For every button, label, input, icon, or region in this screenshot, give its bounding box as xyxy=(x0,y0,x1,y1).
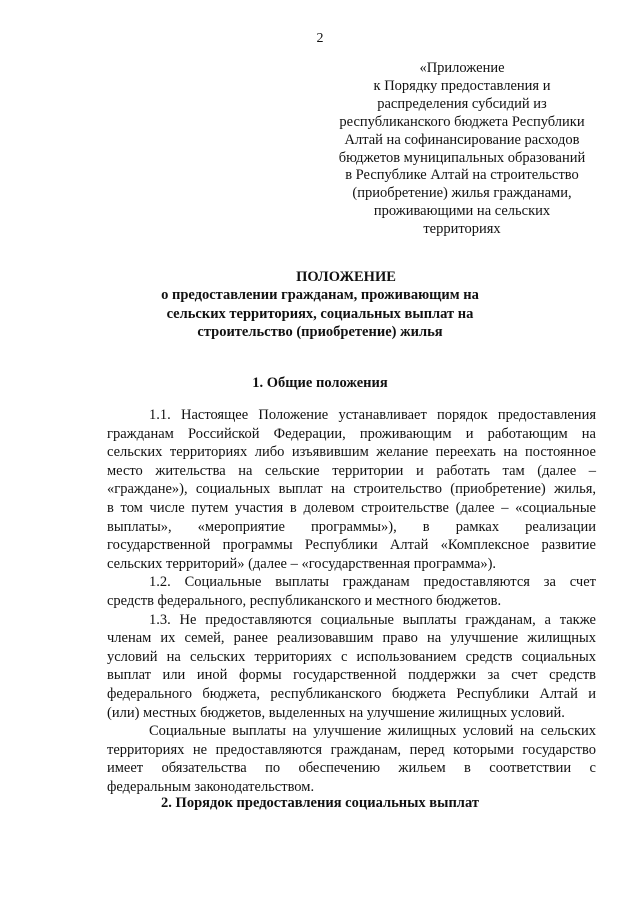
section-heading-general: 1. Общие положения xyxy=(252,375,388,391)
title-subtitle-line: строительство (приобретение) жилья xyxy=(197,324,443,340)
section-body-general xyxy=(107,406,596,796)
paragraph-1-2 xyxy=(107,573,596,610)
text-line: 1.2. Социальные выплаты гражданам предоставляются за счет xyxy=(149,574,596,591)
text-line: 1.3. Не предоставляются социальные выплаты гражданам, а также xyxy=(149,611,596,628)
text-line: сельских территорий» (далее – «государственная программа»). xyxy=(107,555,497,572)
text-line: территориях не предоставляются гражданам, перед которыми государство xyxy=(107,741,596,758)
text-line: «граждане»), социальных выплат на строительство (приобретение) жилья, xyxy=(107,481,596,498)
appendix-line: территориях xyxy=(423,221,501,238)
appendix-line: «Приложение xyxy=(419,60,505,76)
text-line: средств федерального, республиканского и местного бюджетов. xyxy=(107,592,502,609)
text-line: гражданам Российской Федерации, проживающим и работающим на xyxy=(107,425,596,442)
appendix-line: распределения субсидий из xyxy=(377,95,547,112)
text-line: Социальные выплаты на улучшение жилищных условий на сельских xyxy=(149,723,596,740)
appendix-line: бюджетов муниципальных образований xyxy=(338,149,586,166)
text-line: выплаты», «мероприятие программы»), в рамках реализации xyxy=(107,518,596,535)
text-line: членам их семей, ранее реализовавшим право на улучшение жилищных xyxy=(107,630,596,647)
appendix-line: в Республике Алтай на строительство xyxy=(345,167,579,184)
appendix-line: проживающими на сельских xyxy=(373,203,551,220)
appendix-line: к Порядку предоставления и xyxy=(373,77,551,94)
text-line: место жительства на сельские территории и работать там (далее – xyxy=(107,462,596,479)
paragraph-1-3-note xyxy=(107,722,596,796)
paragraph-1-1 xyxy=(107,406,596,573)
text-line: государственной программы Республики Алтай «Комплексное развитие xyxy=(107,537,596,554)
page-number: 2 xyxy=(316,31,324,46)
text-line: в том числе путем участия в долевом строительстве (далее – «социальные xyxy=(107,499,596,516)
text-line: условий на сельских территориях с использованием средств социальных xyxy=(107,648,596,665)
text-line: имеет обязательства по обеспечению жильем в соответствии с xyxy=(107,760,596,777)
section-heading-procedure: 2. Порядок предоставления социальных выплат xyxy=(161,795,479,811)
appendix-line: (приобретение) жилья гражданами, xyxy=(352,185,572,202)
appendix-line: Алтай на софинансирование расходов xyxy=(344,131,580,148)
text-line: федеральным законодательством. xyxy=(107,778,315,795)
appendix-note xyxy=(326,60,598,239)
text-line: сельских территориях либо изъявившим желание переехать на постоянное xyxy=(107,444,596,461)
title-main: ПОЛОЖЕНИЕ xyxy=(296,269,396,285)
text-line: (или) местных бюджетов, выделенных на улучшение жилищных условий. xyxy=(107,704,565,721)
paragraph-1-3 xyxy=(107,611,596,723)
appendix-line: республиканского бюджета Республики xyxy=(339,113,585,130)
text-line: федерального бюджета, республиканского бюджета Республики Алтай и xyxy=(107,685,596,702)
title-subtitle-line: сельских территориях, социальных выплат на xyxy=(166,305,474,322)
document-title xyxy=(0,268,640,342)
text-line: 1.1. Настоящее Положение устанавливает порядок предоставления xyxy=(149,407,596,423)
title-subtitle-line: о предоставлении гражданам, проживающим на xyxy=(161,287,479,303)
text-line: выплат или иной формы государственной поддержки за счет средств xyxy=(107,667,596,684)
title-subtitle xyxy=(0,286,640,342)
